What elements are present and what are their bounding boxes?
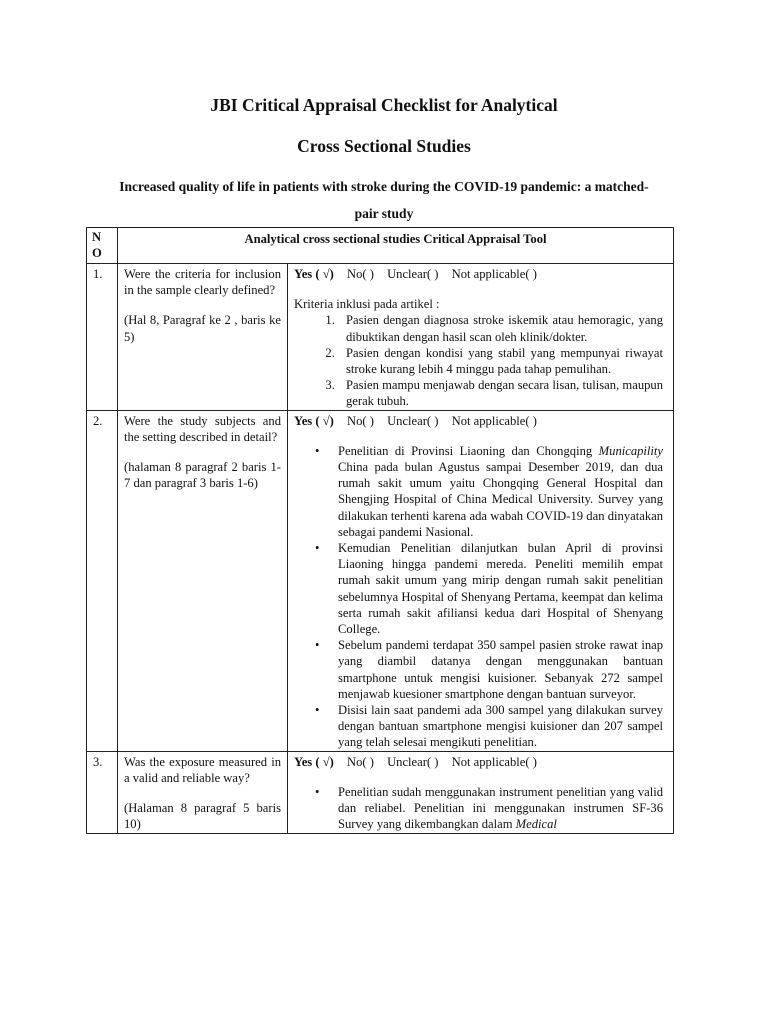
answer-unclear: Unclear( ) xyxy=(387,413,439,428)
question-text: Were the study subjects and the setting described in detail? xyxy=(124,413,281,444)
table-row xyxy=(87,751,674,833)
answer-cell xyxy=(288,751,674,833)
document-title-line-2: Cross Sectional Studies xyxy=(297,136,471,156)
document-title-line-1: JBI Critical Appraisal Checklist for Analytical xyxy=(210,95,558,115)
answer-not-applicable: Not applicable( ) xyxy=(451,267,537,281)
list-item: • Disisi lain saat pandemi ada 300 sampel yang dilakukan survey dengan bantuan smartphone mengisi kuisioner dan 207 sampel yang telah selesai mengikuti penelitian. xyxy=(338,702,663,751)
table-row xyxy=(87,410,674,751)
answer-yes: Yes ( √) xyxy=(294,413,334,428)
check-mark-icon: √ xyxy=(322,267,330,281)
answer-options xyxy=(294,266,663,282)
list-item: • Penelitian sudah menggunakan instrument penelitian yang valid dan reliabel. Penelitian ini menggunakan instrumen SF-36 Survey yang dikembangkan dalam Medical xyxy=(338,784,663,833)
criteria-intro: Kriteria inklusi pada artikel : xyxy=(294,297,440,312)
question-cell xyxy=(118,751,288,833)
detail-list xyxy=(294,443,663,751)
answer-unclear: Unclear( ) xyxy=(387,754,439,769)
answer-no: No( ) xyxy=(346,754,374,769)
column-header-tool: Analytical cross sectional studies Critical Appraisal Tool xyxy=(118,228,674,264)
question-cell xyxy=(118,410,288,751)
row-number: 2. xyxy=(87,410,118,751)
list-item: • Kemudian Penelitian dilanjutkan bulan April di provinsi Liaoning hingga pandemi mereda. Peneliti memilih empat rumah sakit umum yang mirip dengan rumah sakit penelitian sebelumnya Hospital of Shenyang Pertama, keempat dan kelima serta rumah sakit afiliansi kedua dari Hospital of Shenyang College. xyxy=(338,540,663,637)
answer-cell xyxy=(288,410,674,751)
list-item: • Sebelum pandemi terdapat 350 sampel pasien stroke rawat inap yang diambil datanya dengan menggunakan bantuan smartphone untuk mengisi kuisioner. Sebanyak 272 sampel menjawab kuesioner smartphone dengan bantuan surveyor. xyxy=(338,637,663,702)
question-cell xyxy=(118,264,288,411)
column-header-no: N O xyxy=(87,228,118,264)
table-row xyxy=(87,264,674,411)
answer-options xyxy=(294,754,663,770)
list-item: 1. Pasien dengan diagnosa stroke iskemik atau hemoragic, yang dibuktikan dengan hasil scan oleh klinik/dokter. xyxy=(338,312,663,344)
article-title: Increased quality of life in patients with stroke during the COVID-19 pandemic: a matched-pair study xyxy=(119,179,649,221)
answer-not-applicable: Not applicable( ) xyxy=(451,754,537,769)
page-reference: (Hal 8, Paragraf ke 2 , baris ke 5) xyxy=(124,313,281,344)
appraisal-table xyxy=(86,227,674,834)
page-reference: (halaman 8 paragraf 2 baris 1-7 dan paragraf 3 baris 1-6) xyxy=(124,460,281,491)
answer-yes: Yes ( √) xyxy=(294,267,334,281)
check-mark-icon: √ xyxy=(322,413,330,428)
answer-cell xyxy=(288,264,674,411)
row-number: 3. xyxy=(87,751,118,833)
table-header-row xyxy=(87,228,674,264)
answer-unclear: Unclear( ) xyxy=(387,267,439,281)
page-reference: (Halaman 8 paragraf 5 baris 10) xyxy=(124,801,281,832)
row-number: 1. xyxy=(87,264,118,411)
criteria-list xyxy=(294,312,663,409)
answer-no: No( ) xyxy=(346,413,374,428)
answer-not-applicable: Not applicable( ) xyxy=(451,413,537,428)
question-text: Was the exposure measured in a valid and reliable way? xyxy=(124,754,281,785)
list-item: • Penelitian di Provinsi Liaoning dan Chongqing Municapility China pada bulan Agustus sampai Desember 2019, dan dua rumah sakit umum yaitu Chongqing General Hospital dan Shengjing Hospital of China Medical University. Survey yang dilakukan terhenti karena ada wabah COVID-19 dan dinyatakan sebagai pandemi Nasional. xyxy=(338,443,663,540)
answer-options xyxy=(294,413,663,429)
detail-list xyxy=(294,784,663,833)
answer-no: No( ) xyxy=(346,267,374,281)
answer-yes: Yes ( √) xyxy=(294,754,334,769)
list-item: 3. Pasien mampu menjawab dengan secara lisan, tulisan, maupun gerak tubuh. xyxy=(338,377,663,409)
question-text: Were the criteria for inclusion in the sample clearly defined? xyxy=(124,267,281,298)
check-mark-icon: √ xyxy=(322,754,330,769)
list-item: 2. Pasien dengan kondisi yang stabil yang mempunyai riwayat stroke kurang lebih 4 minggu pada tahap pemulihan. xyxy=(338,345,663,377)
